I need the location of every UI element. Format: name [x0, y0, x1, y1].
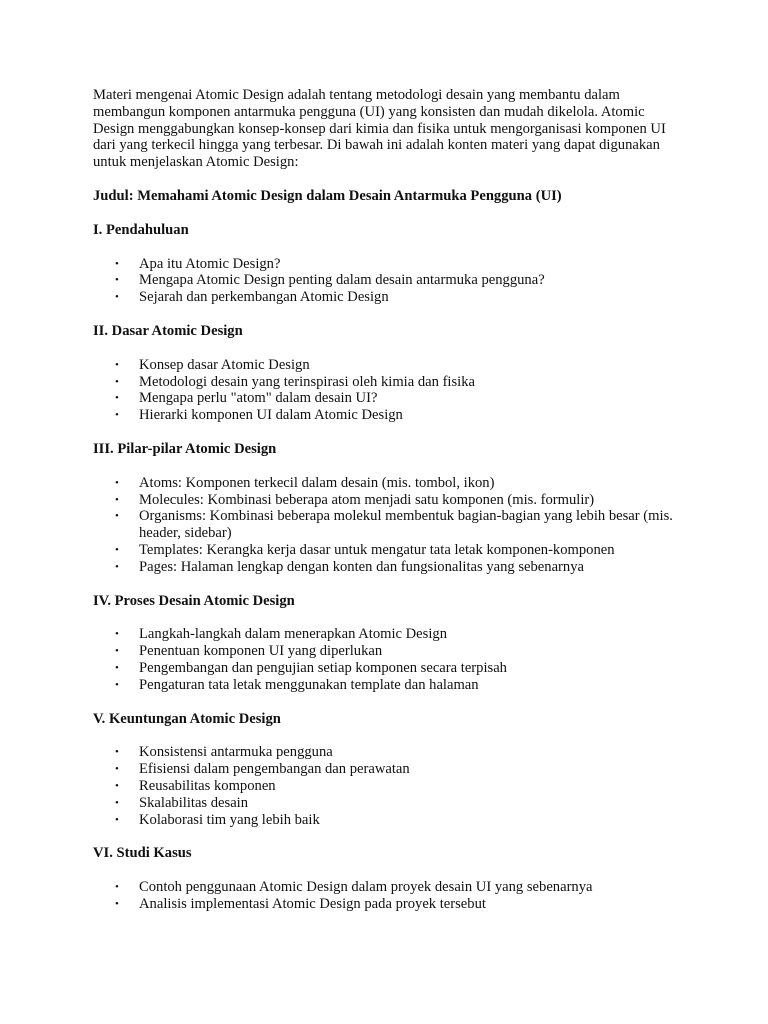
list-item: [93, 272, 673, 289]
list-item-text: Pengaturan tata letak menggunakan template dan halaman: [139, 676, 479, 693]
bullet-icon: •: [115, 763, 119, 776]
list-item: [93, 643, 673, 660]
bullet-icon: •: [115, 291, 119, 304]
bullet-icon: •: [115, 645, 119, 658]
list-item-text: Molecules: Kombinasi beberapa atom menjadi satu komponen (mis. formulir): [139, 491, 595, 508]
list-item: [93, 879, 673, 896]
list-item-text: Efisiensi dalam pengembangan dan perawatan: [139, 761, 410, 778]
list-item-text: Sejarah dan perkembangan Atomic Design: [139, 289, 389, 306]
list-item: [93, 896, 673, 913]
section: [93, 845, 673, 912]
bullet-icon: •: [115, 274, 119, 287]
list-item-text: Analisis implementasi Atomic Design pada proyek tersebut: [139, 895, 486, 912]
list-item: [93, 357, 673, 374]
section: [93, 323, 673, 424]
bullet-icon: •: [115, 358, 119, 371]
list-item-text: Templates: Kerangka kerja dasar untuk mengatur tata letak komponen-komponen: [139, 541, 615, 558]
list-item: [93, 374, 673, 391]
list-item-text: Hierarki komponen UI dalam Atomic Design: [139, 407, 403, 424]
bullet-icon: •: [115, 813, 119, 826]
bullet-icon: •: [115, 661, 119, 674]
bullet-icon: •: [115, 543, 119, 556]
bullet-icon: •: [115, 409, 119, 422]
list-item-text: Mengapa Atomic Design penting dalam desain antarmuka pengguna?: [139, 272, 545, 289]
bullet-icon: •: [115, 678, 119, 691]
bullet-list: [93, 475, 673, 576]
bullet-icon: •: [115, 392, 119, 405]
list-item: [93, 492, 673, 509]
section-heading: I. Pendahuluan: [93, 221, 189, 238]
bullet-list: [93, 879, 673, 913]
list-item: [93, 390, 673, 407]
list-item-text: Organisms: Kombinasi beberapa molekul membentuk bagian-bagian yang lebih besar (mis. header, sidebar): [139, 508, 673, 542]
list-item: [93, 256, 673, 273]
bullet-icon: •: [115, 897, 119, 910]
bullet-icon: •: [115, 257, 119, 270]
list-item: [93, 761, 673, 778]
section: [93, 711, 673, 829]
section-heading: IV. Proses Desain Atomic Design: [93, 592, 295, 609]
bullet-icon: •: [115, 779, 119, 792]
list-item: [93, 778, 673, 795]
list-item: [93, 407, 673, 424]
list-item: [93, 795, 673, 812]
bullet-icon: •: [115, 628, 119, 641]
list-item: [93, 559, 673, 576]
section: [93, 441, 673, 576]
bullet-list: [93, 626, 673, 693]
bullet-icon: •: [115, 375, 119, 388]
list-item: [93, 677, 673, 694]
list-item: [93, 289, 673, 306]
list-item: [93, 542, 673, 559]
list-item-text: Pages: Halaman lengkap dengan konten dan fungsionalitas yang sebenarnya: [139, 558, 584, 575]
bullet-list: [93, 256, 673, 306]
section-heading: VI. Studi Kasus: [93, 845, 192, 862]
document-title: Judul: Memahami Atomic Design dalam Desain Antarmuka Pengguna (UI): [93, 187, 562, 204]
list-item: [93, 812, 673, 829]
list-item-text: Konsistensi antarmuka pengguna: [139, 744, 333, 761]
section-heading: III. Pilar-pilar Atomic Design: [93, 440, 277, 457]
list-item: [93, 626, 673, 643]
list-item-text: Langkah-langkah dalam menerapkan Atomic Design: [139, 626, 447, 643]
intro-paragraph: Materi mengenai Atomic Design adalah tentang metodologi desain yang membantu dalam membangun komponen antarmuka pengguna (UI) yang konsisten dan mudah dikelola. Atomic Design menggabungkan konsep-konsep dari kimia dan fisika untuk mengorganisasi komponen UI dari yang terkecil hingga yang terbesar. Di bawah ini adalah konten materi yang dapat digunakan untuk menjelaskan Atomic Design:: [93, 87, 666, 171]
list-item-text: Reusabilitas komponen: [139, 777, 276, 794]
bullet-icon: •: [115, 881, 119, 894]
document-page: [93, 87, 673, 930]
list-item-text: Metodologi desain yang terinspirasi oleh kimia dan fisika: [139, 373, 475, 390]
list-item-text: Apa itu Atomic Design?: [139, 255, 281, 272]
list-item-text: Skalabilitas desain: [139, 794, 249, 811]
bullet-list: [93, 744, 673, 828]
section-heading: II. Dasar Atomic Design: [93, 322, 243, 339]
bullet-icon: •: [115, 796, 119, 809]
list-item-text: Pengembangan dan pengujian setiap komponen secara terpisah: [139, 659, 507, 676]
bullet-icon: •: [115, 493, 119, 506]
list-item-text: Contoh penggunaan Atomic Design dalam proyek desain UI yang sebenarnya: [139, 879, 593, 896]
list-item: [93, 508, 673, 542]
section-heading: V. Keuntungan Atomic Design: [93, 710, 281, 727]
section: [93, 222, 673, 306]
list-item-text: Mengapa perlu "atom" dalam desain UI?: [139, 390, 378, 407]
bullet-icon: •: [115, 476, 119, 489]
list-item: [93, 475, 673, 492]
bullet-icon: •: [115, 510, 119, 523]
list-item-text: Konsep dasar Atomic Design: [139, 356, 310, 373]
bullet-icon: •: [115, 746, 119, 759]
list-item-text: Atoms: Komponen terkecil dalam desain (mis. tombol, ikon): [139, 474, 495, 491]
list-item: [93, 660, 673, 677]
list-item: [93, 744, 673, 761]
bullet-icon: •: [115, 560, 119, 573]
list-item-text: Kolaborasi tim yang lebih baik: [139, 811, 320, 828]
bullet-list: [93, 357, 673, 424]
list-item-text: Penentuan komponen UI yang diperlukan: [139, 643, 383, 660]
section: [93, 593, 673, 694]
